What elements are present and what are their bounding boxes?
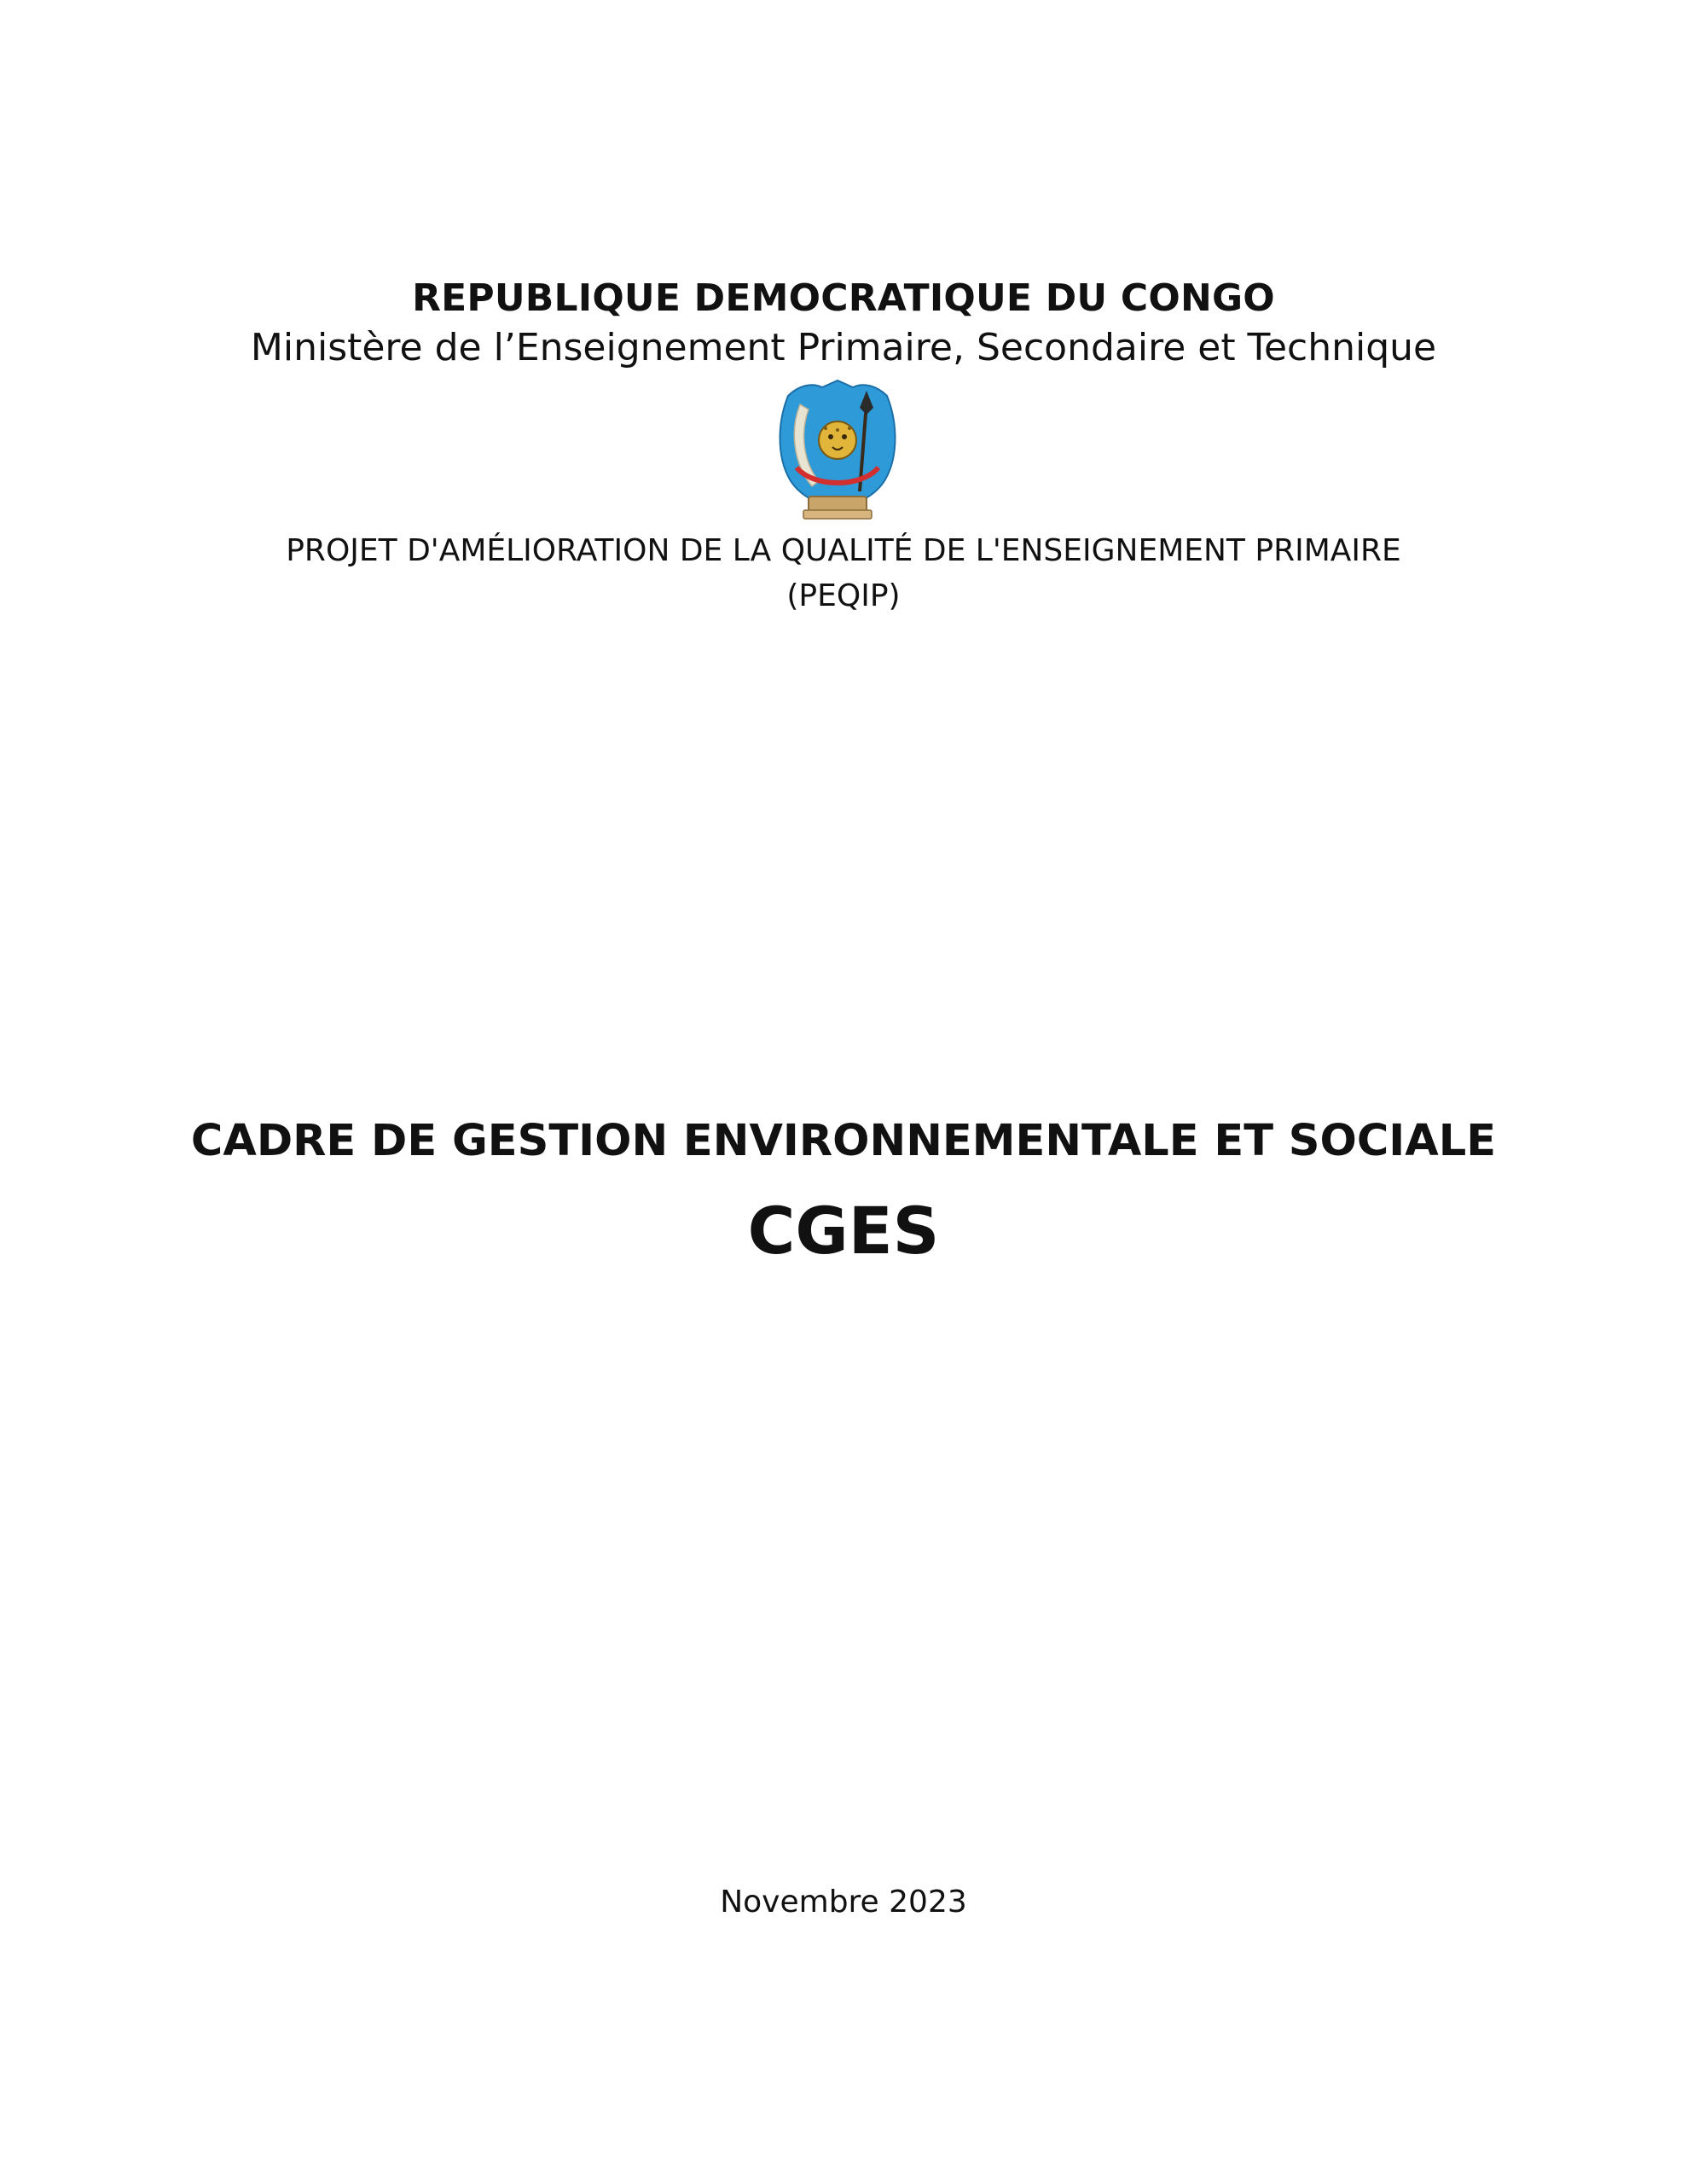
ministry-name: Ministère de l’Enseignement Primaire, Secondaire et Technique (250, 326, 1437, 369)
drc-coat-of-arms-icon (771, 379, 904, 522)
document-date: Novembre 2023 (720, 1885, 967, 1920)
document-acronym: CGES (747, 1193, 940, 1269)
document-title: CADRE DE GESTION ENVIRONNEMENTALE ET SOCIALE (190, 1116, 1497, 1166)
project-acronym: (PEQIP) (786, 578, 901, 613)
country-name: REPUBLIQUE DEMOCRATIQUE DU CONGO (412, 276, 1275, 320)
project-name: PROJET D'AMÉLIORATION DE LA QUALITÉ DE L'ENSEIGNEMENT PRIMAIRE (286, 533, 1401, 568)
